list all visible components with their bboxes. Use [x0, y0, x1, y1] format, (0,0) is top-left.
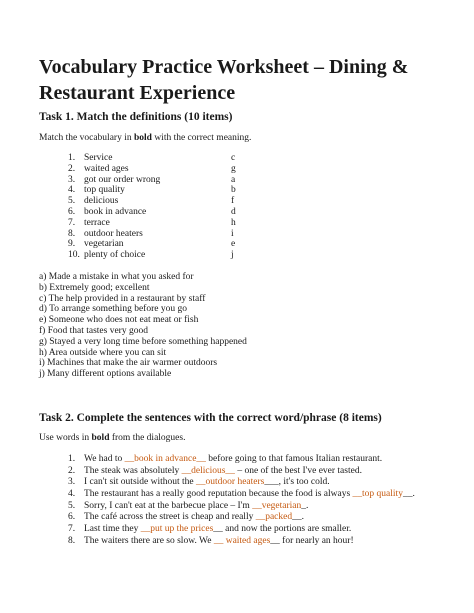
- sentence-text: [84, 477, 330, 489]
- item-term: vegetarian: [84, 239, 124, 250]
- definition-item: b) Extremely good; excellent: [39, 282, 150, 293]
- task1-instr-post: with the correct meaning.: [151, 133, 252, 143]
- definition-item: c) The help provided in a restaurant by staff: [39, 293, 206, 304]
- sentence-number: 5.: [68, 500, 76, 511]
- item-number: 2.: [68, 163, 76, 174]
- sentence-post: ___, it's too cold.: [264, 477, 330, 488]
- sentence-number: 7.: [68, 524, 76, 535]
- item-term: waited ages: [84, 163, 129, 174]
- item-number: 6.: [68, 206, 76, 217]
- sentence-pre: Sorry, I can't eat at the barbecue place – I'm: [84, 500, 253, 511]
- item-letter: d: [231, 206, 236, 217]
- sentence-pre: The restaurant has a really good reputation because the food is always: [84, 489, 353, 500]
- task1-instr-pre: Match the vocabulary in: [39, 133, 134, 143]
- list-item: [68, 196, 268, 207]
- list-item: [68, 175, 268, 186]
- sentence-post: __.: [292, 512, 304, 523]
- sentence-pre: The waiters there are so slow. We: [84, 535, 214, 546]
- item-number: 8.: [68, 228, 76, 239]
- item-number: 7.: [68, 217, 76, 228]
- item-term: plenty of choice: [84, 250, 146, 261]
- task2-heading: Task 2. Complete the sentences with the correct word/phrase (8 items): [39, 412, 382, 424]
- sentence-item: [68, 466, 468, 478]
- task2-instr-pre: Use words in: [39, 433, 92, 443]
- sentence-item: [68, 489, 468, 501]
- list-item: [68, 218, 268, 229]
- definition-item: h) Area outside where you can sit: [39, 347, 167, 358]
- sentence-item: [68, 501, 468, 513]
- sentence-item: [68, 536, 468, 548]
- sentence-pre: I can't sit outside without the: [84, 477, 197, 488]
- list-item: [68, 185, 268, 196]
- sentence-item: [68, 477, 468, 489]
- sentence-pre: The steak was absolutely: [84, 465, 182, 476]
- item-letter: a: [231, 174, 236, 185]
- item-term: top quality: [84, 185, 125, 196]
- sentence-post: __ and now the portions are smaller.: [213, 524, 352, 535]
- item-term: book in advance: [84, 206, 147, 217]
- sentence-post: __ for nearly an hour!: [270, 535, 354, 546]
- list-item: [68, 153, 268, 164]
- sentence-answer: __book in advance__: [124, 454, 206, 464]
- list-item: [68, 229, 268, 240]
- item-letter: c: [231, 153, 236, 163]
- task1-instructions: [39, 133, 251, 143]
- item-number: 10.: [68, 250, 80, 261]
- definition-item: d) To arrange something before you go: [39, 304, 187, 315]
- sentence-item: [68, 512, 468, 524]
- sentence-text: [84, 454, 382, 466]
- task2-instr-bold: bold: [91, 433, 110, 443]
- sentence-answer: __put up the prices: [140, 524, 214, 535]
- sentence-post: – one of the best I've ever tasted.: [234, 465, 362, 476]
- item-number: 4.: [68, 185, 76, 196]
- item-number: 3.: [68, 174, 76, 185]
- task1-instr-bold: bold: [133, 133, 152, 143]
- item-letter: j: [231, 250, 234, 261]
- item-term: outdoor heaters: [84, 228, 143, 239]
- item-letter: f: [231, 196, 235, 207]
- sentence-answer: __ waited ages: [213, 535, 271, 546]
- list-item: [68, 164, 268, 175]
- item-letter: i: [231, 228, 234, 239]
- sentence-text: [84, 536, 354, 548]
- match-list: [68, 153, 268, 261]
- sentence-text: [84, 524, 351, 536]
- sentence-number: 2.: [68, 465, 76, 476]
- sentence-post: __.: [402, 489, 415, 500]
- item-letter: g: [231, 163, 236, 174]
- sentence-number: 3.: [68, 477, 76, 488]
- item-term: got our order wrong: [84, 174, 161, 185]
- sentence-number: 8.: [68, 535, 76, 546]
- definition-item: f) Food that tastes very good: [39, 325, 148, 336]
- list-item: [68, 250, 268, 261]
- list-item: [68, 207, 268, 218]
- sentence-list: [68, 454, 468, 548]
- sentence-answer: __top quality: [352, 489, 403, 500]
- definition-item: i) Machines that make the air warmer outdoors: [39, 358, 218, 369]
- list-item: [68, 239, 268, 250]
- item-number: 5.: [68, 196, 76, 207]
- task2-instr-post: from the dialogues.: [109, 433, 186, 443]
- definition-item: j) Many different options available: [39, 369, 172, 380]
- item-term: Service: [84, 153, 113, 163]
- sentence-text: [84, 489, 415, 501]
- sentence-text: [84, 512, 304, 524]
- definition-item: a) Made a mistake in what you asked for: [39, 272, 194, 282]
- page-title: Vocabulary Practice Worksheet – Dining & Restaurant Experience: [39, 56, 409, 104]
- item-letter: e: [231, 239, 236, 250]
- sentence-pre: The café across the street is cheap and really: [84, 512, 256, 523]
- sentence-pre: Last time they: [84, 524, 141, 535]
- task2-instructions: [39, 433, 185, 443]
- sentence-item: [68, 524, 468, 536]
- sentence-text: [84, 466, 362, 478]
- sentence-answer: __outdoor heaters: [196, 477, 265, 488]
- sentence-post: before going to that famous Italian restaurant.: [205, 454, 383, 464]
- definitions-list: [39, 272, 247, 380]
- item-term: delicious: [84, 196, 119, 207]
- sentence-number: 6.: [68, 512, 76, 523]
- item-number: 9.: [68, 239, 76, 250]
- sentence-answer: __delicious__: [181, 465, 235, 476]
- sentence-number: 4.: [68, 489, 76, 500]
- sentence-answer: __vegetarian: [252, 500, 302, 511]
- item-number: 1.: [68, 153, 76, 163]
- sentence-item: [68, 454, 468, 466]
- item-letter: h: [231, 217, 236, 228]
- definition-item: e) Someone who does not eat meat or fish: [39, 315, 199, 326]
- definition-item: g) Stayed a very long time before something happened: [39, 336, 247, 347]
- sentence-pre: We had to: [84, 454, 125, 464]
- sentence-post: _.: [301, 500, 309, 511]
- task1-heading: Task 1. Match the definitions (10 items): [39, 111, 233, 123]
- sentence-text: [84, 501, 308, 513]
- sentence-number: 1.: [68, 454, 76, 464]
- sentence-answer: __packed: [255, 512, 293, 523]
- item-letter: b: [231, 185, 236, 196]
- item-term: terrace: [84, 217, 110, 228]
